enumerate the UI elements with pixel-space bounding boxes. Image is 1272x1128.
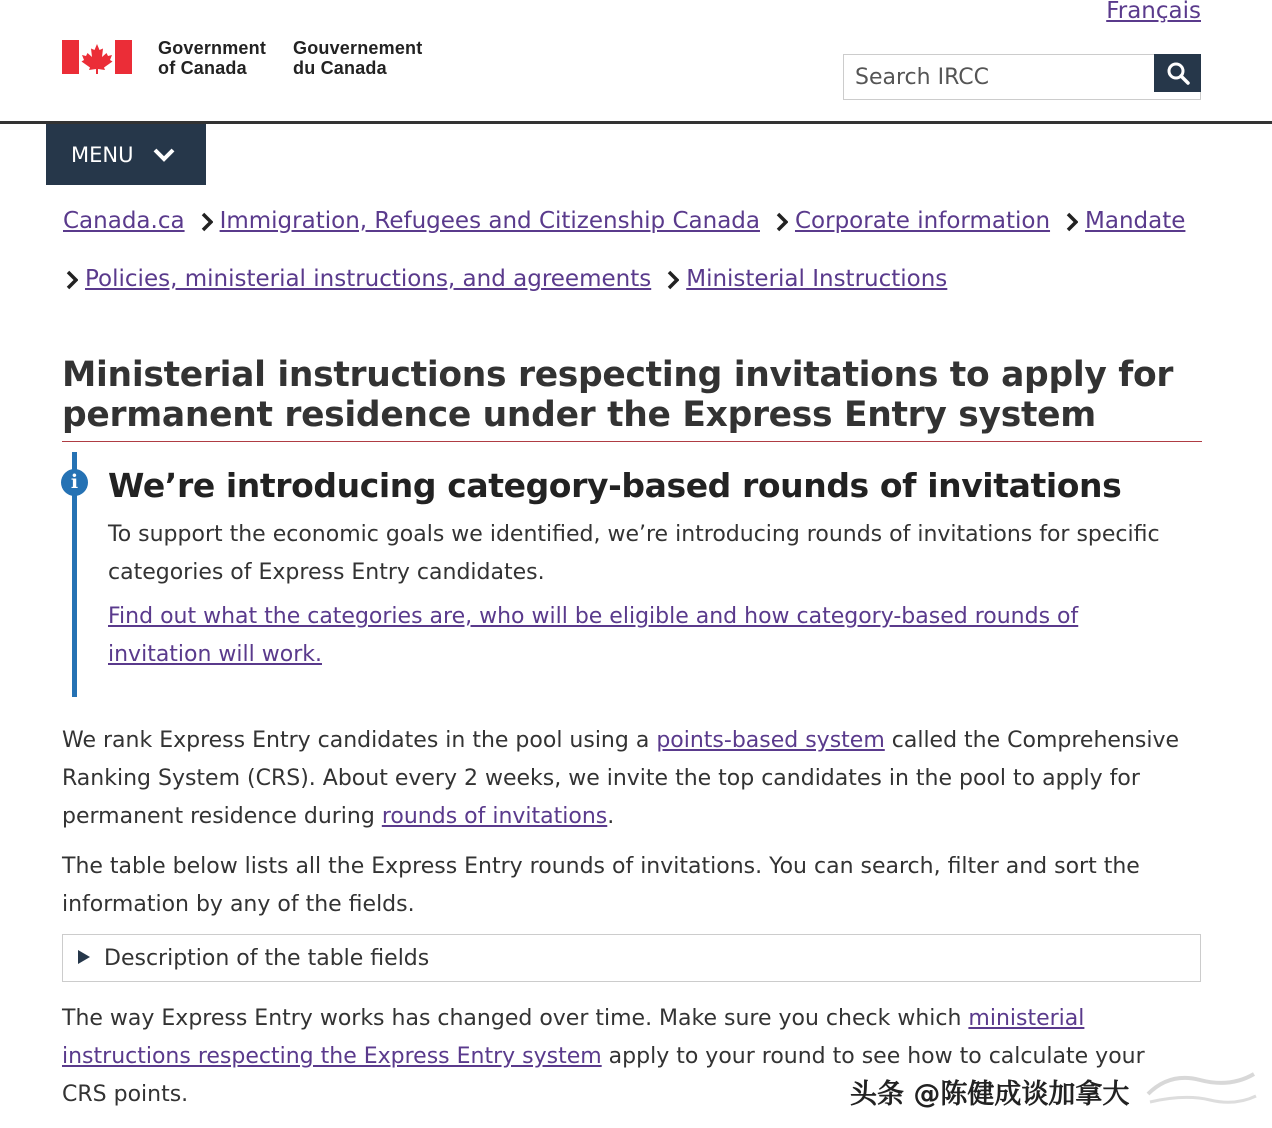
points-based-system-link[interactable]: points-based system (656, 728, 885, 753)
language-toggle-link[interactable]: Français (1106, 0, 1201, 24)
breadcrumb-link-ministerial[interactable]: Ministerial Instructions (686, 266, 948, 292)
crs-text-1: The way Express Entry works has changed over time. Make sure you check which (62, 1006, 969, 1031)
wordmark-french[interactable] (293, 38, 422, 78)
breadcrumb-link-policies[interactable]: Policies, ministerial instructions, and agreements (85, 266, 652, 292)
alert-text: To support the economic goals we identified, we’re introducing rounds of invitations for specific categories of Express Entry candidates. (108, 522, 1160, 585)
breadcrumb-link-canada[interactable]: Canada.ca (63, 208, 185, 234)
chevron-right-icon (66, 270, 78, 290)
table-fields-details[interactable] (62, 934, 1201, 982)
wordmark-en-line1: Government (158, 38, 267, 58)
info-icon: i (61, 469, 88, 496)
breadcrumb-link-ircc[interactable]: Immigration, Refugees and Citizenship Canada (219, 208, 760, 234)
chevron-right-icon (776, 212, 788, 232)
wordmark-fr-line2: du Canada (293, 58, 387, 78)
chevron-right-icon (201, 212, 213, 232)
search-input[interactable] (844, 55, 1154, 99)
rounds-of-invitations-link[interactable]: rounds of invitations (381, 804, 608, 829)
watermark-logo (1140, 1064, 1260, 1112)
alert-heading: We’re introducing category-based rounds of invitations (108, 466, 1122, 505)
chevron-right-icon (1066, 212, 1078, 232)
watermark: 头条 @陈健成谈加拿大 (850, 1079, 1130, 1110)
intro-paragraph (62, 722, 1202, 836)
menu-button[interactable] (46, 124, 206, 185)
search-button[interactable] (1154, 54, 1201, 92)
search-icon (1166, 61, 1190, 85)
table-intro-paragraph: The table below lists all the Express Entry rounds of invitations. You can search, filter and sort the information by any of the fields. (62, 854, 1140, 917)
search-form (843, 54, 1201, 100)
breadcrumb-link-mandate[interactable]: Mandate (1085, 208, 1186, 234)
site-header (0, 0, 1272, 124)
intro-text-1: We rank Express Entry candidates in the pool using a (62, 728, 657, 753)
page-title: Ministerial instructions respecting invitations to apply for permanent residence under the Express Entry system (62, 355, 1202, 442)
wordmark-en-line2: of Canada (158, 58, 247, 78)
breadcrumb-link-corporate[interactable]: Corporate information (794, 208, 1051, 234)
intro-text-3: . (607, 804, 615, 829)
alert-categories-link[interactable]: Find out what the categories are, who will be eligible and how category-based rounds of invitation will work. (108, 604, 1079, 667)
chevron-right-icon (667, 270, 679, 290)
triangle-right-icon (77, 946, 91, 971)
chevron-down-icon (153, 143, 175, 167)
wordmark-english[interactable] (158, 38, 266, 78)
canada-flag-icon[interactable] (62, 40, 132, 74)
crs-text-2: apply to your round to see how to calculate your CRS points. (62, 1044, 1145, 1107)
wordmark-fr-line1: Gouvernement (293, 38, 423, 58)
ministerial-instructions-link[interactable]: ministerial instructions respecting the Express Entry system (62, 1006, 1085, 1069)
details-summary: Description of the table fields (104, 945, 430, 971)
menu-label: MENU (71, 142, 134, 167)
intro-text-2: called the Comprehensive Ranking System (CRS). About every 2 weeks, we invite the top candidates in the pool to apply for permanent residence during (62, 728, 1180, 829)
